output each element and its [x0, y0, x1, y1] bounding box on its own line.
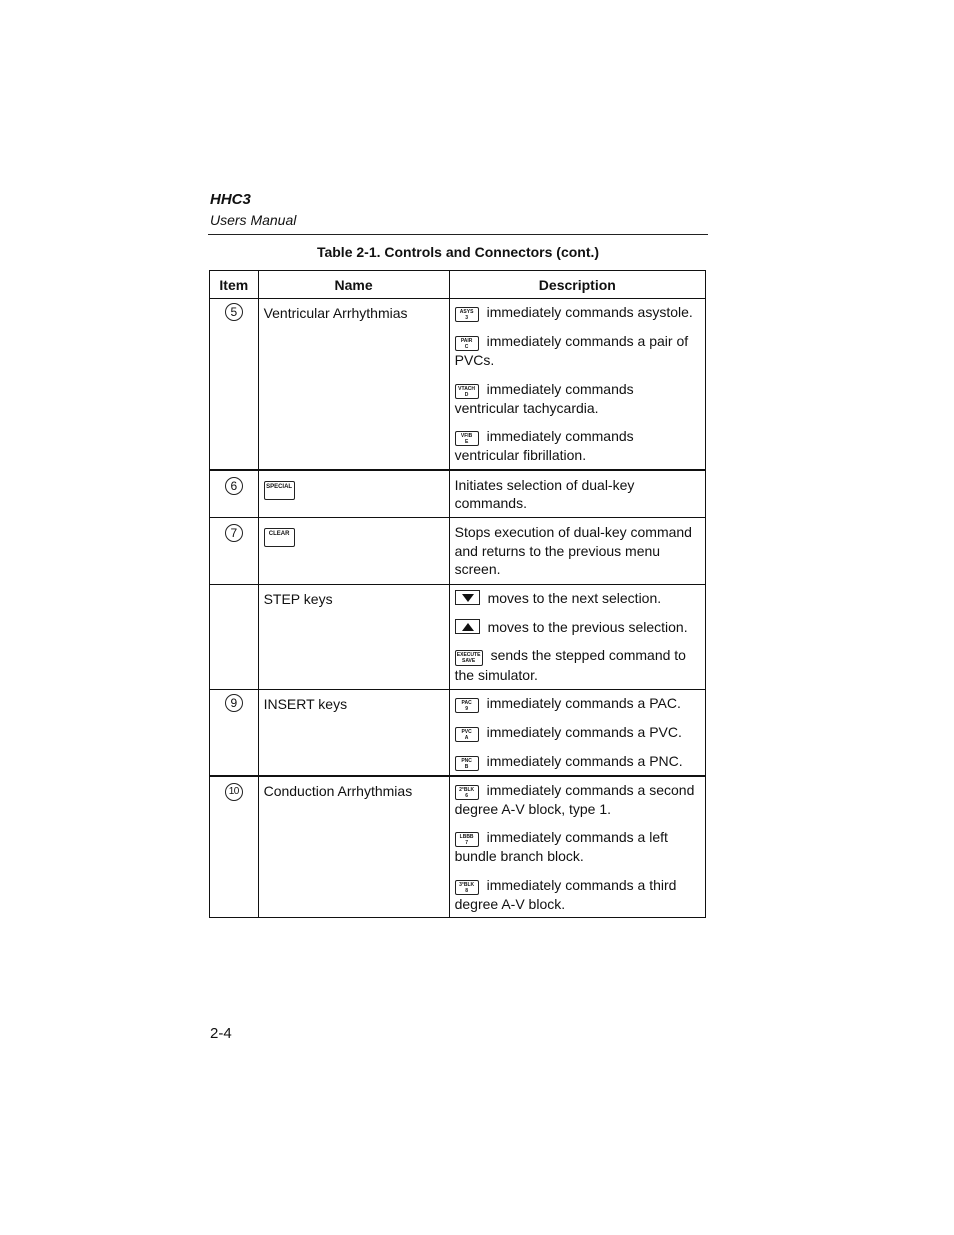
- table-row: [210, 470, 706, 518]
- pnc-key-icon: PNC B: [455, 756, 479, 771]
- description-line: moves to the previous selection.: [455, 618, 697, 637]
- vtach-key-icon: VTACH D: [455, 384, 479, 399]
- description-line: moves to the next selection.: [455, 589, 697, 608]
- name-cell: [258, 470, 449, 518]
- lbbb-key-icon: LBBB 7: [455, 832, 479, 847]
- name-cell: INSERT keys: [258, 689, 449, 776]
- description-cell: [449, 585, 705, 690]
- description-line: PAIR C immediately commands a pair of PVCs.: [454, 333, 689, 368]
- description-cell: Stops execution of dual-key command and returns to the previous menu screen.: [449, 518, 705, 585]
- name-cell: Ventricular Arrhythmias: [258, 299, 449, 470]
- item-number-badge: 9: [225, 694, 243, 712]
- table-row: [210, 689, 706, 776]
- description-cell: Initiates selection of dual-key commands.: [449, 470, 705, 518]
- controls-table: [209, 270, 706, 918]
- pvc-key-icon: PVC A: [455, 727, 479, 742]
- name-cell: STEP keys: [258, 585, 449, 690]
- description-line: PVC A immediately commands a PVC.: [455, 723, 697, 742]
- item-cell: [210, 299, 259, 470]
- description-line: LBBB 7 immediately commands a left bundle branch block.: [454, 829, 668, 864]
- column-header-item: Item: [210, 271, 259, 299]
- item-cell: [210, 689, 259, 776]
- table-row: [210, 518, 706, 585]
- clear-key-icon: CLEAR: [264, 528, 295, 547]
- description-line: 2°BLK 6 immediately commands a second degree A-V block, type 1.: [454, 781, 695, 817]
- name-cell: [258, 518, 449, 585]
- item-number-badge: 10: [225, 783, 243, 801]
- description-cell: [449, 776, 705, 918]
- item-number-badge: 6: [225, 477, 243, 495]
- down-arrow-key-icon: [455, 590, 480, 605]
- special-key-icon: SPECIAL: [264, 481, 295, 500]
- table-title: Table 2-1. Controls and Connectors (cont.): [316, 244, 600, 260]
- item-cell: [210, 518, 259, 585]
- execute-save-key-icon: EXECUTE SAVE: [455, 650, 483, 666]
- manual-subtitle: Users Manual: [210, 212, 297, 228]
- description-cell: [449, 299, 705, 470]
- pac-key-icon: PAC 9: [455, 698, 479, 713]
- table-row: [210, 776, 706, 918]
- page-number: 2-4: [210, 1025, 232, 1042]
- pair-key-icon: PAIR C: [455, 336, 479, 351]
- table-row: [210, 299, 706, 470]
- header-rule: [208, 234, 708, 235]
- description-line: PAC 9 immediately commands a PAC.: [455, 694, 697, 713]
- third-degree-block-key-icon: 3°BLK 8: [455, 880, 479, 895]
- description-line: ASYS 3 immediately commands asystole.: [455, 303, 697, 322]
- description-line: VTACH D immediately commands ventricular tachycardia.: [454, 380, 634, 416]
- up-arrow-key-icon: [455, 619, 480, 634]
- column-header-description: Description: [449, 271, 705, 299]
- second-degree-block-key-icon: 2°BLK 6: [455, 785, 479, 800]
- description-line: EXECUTE SAVE sends the stepped command to the simulator.: [454, 647, 686, 683]
- item-cell: [210, 470, 259, 518]
- description-line: 3°BLK 8 immediately commands a third degree A-V block.: [454, 876, 677, 912]
- description-line: PNC B immediately commands a PNC.: [455, 752, 697, 771]
- item-cell: [210, 776, 259, 918]
- name-cell: Conduction Arrhythmias: [258, 776, 449, 918]
- item-number-badge: 5: [225, 303, 243, 321]
- table-header-row: [210, 271, 706, 299]
- asys-key-icon: ASYS 3: [455, 307, 479, 322]
- item-number-badge: 7: [225, 524, 243, 542]
- table-row: [210, 585, 706, 690]
- description-line: VFIB E immediately commands ventricular fibrillation.: [454, 428, 634, 463]
- description-cell: [449, 689, 705, 776]
- item-cell: [210, 585, 259, 690]
- vfib-key-icon: VFIB E: [455, 431, 479, 446]
- column-header-name: Name: [258, 271, 449, 299]
- product-title: HHC3: [210, 191, 251, 208]
